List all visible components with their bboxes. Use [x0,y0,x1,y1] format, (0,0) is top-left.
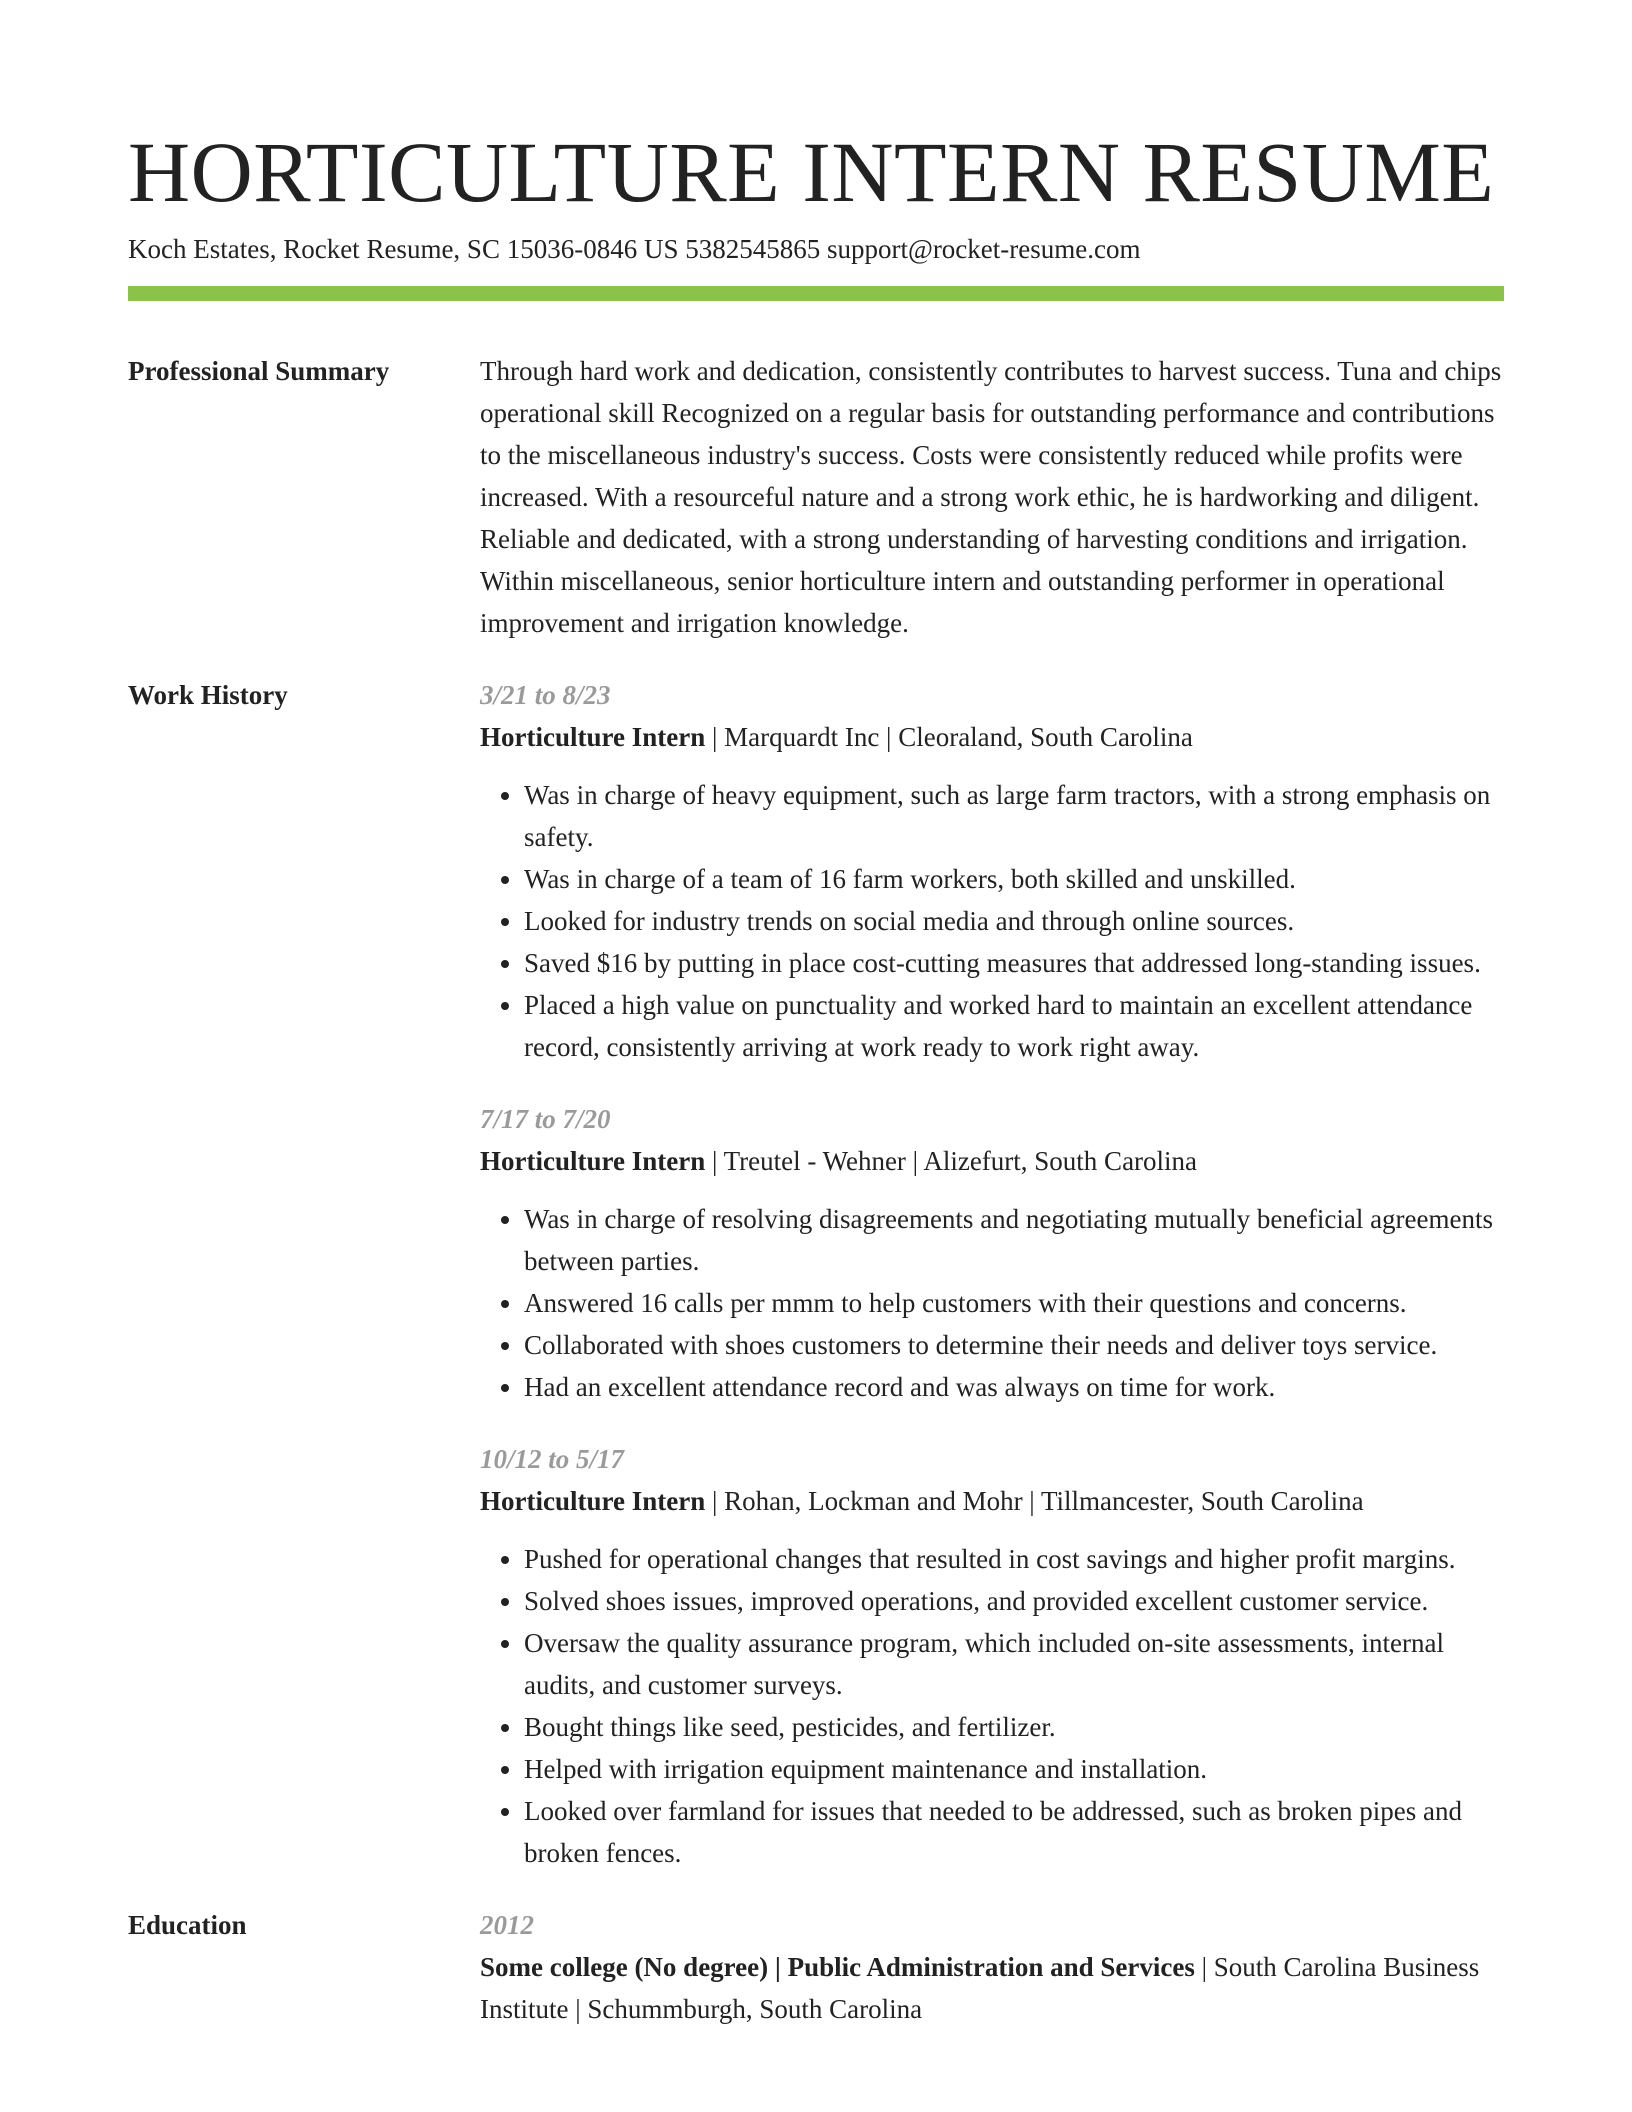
job-bullet: • Answered 16 calls per mmm to help customers with their questions and concerns. [524,1282,1504,1324]
job-bullet: • Oversaw the quality assurance program, which included on-site assessments, internal audits, and customer surveys. [524,1622,1504,1706]
job-bullet: • Helped with irrigation equipment maintenance and installation. [524,1748,1504,1790]
job-details: | Marquardt Inc | Cleoraland, South Carolina [705,722,1193,752]
job-bullet: • Solved shoes issues, improved operations, and provided excellent customer service. [524,1580,1504,1622]
education-body [480,1904,1504,2030]
job-bullet: • Had an excellent attendance record and was always on time for work. [524,1366,1504,1408]
accent-divider [128,286,1504,301]
resume-page [128,0,1504,2112]
summary-section [128,350,1504,644]
job-bullets [480,1538,1504,1874]
job-bullet: • Placed a high value on punctuality and worked hard to maintain an excellent attendance record, consistently arriving at work ready to work right away. [524,984,1504,1068]
job-title: Horticulture Intern [480,1486,706,1516]
education-entry [480,1946,1504,2030]
job-bullet: • Looked over farmland for issues that needed to be addressed, such as broken pipes and broken fences. [524,1790,1504,1874]
job-dates: 3/21 to 8/23 [480,680,611,710]
job-heading [480,1140,1504,1182]
job-bullet: • Was in charge of a team of 16 farm workers, both skilled and unskilled. [524,858,1504,900]
contact-info: Koch Estates, Rocket Resume, SC 15036-0846 US 5382545865 support@rocket-resume.com [128,234,1141,264]
education-details: | South Carolina Business Institute | Schummburgh, South Carolina [480,1952,1480,2024]
job-bullet: • Bought things like seed, pesticides, and fertilizer. [524,1706,1504,1748]
job-entry [480,1098,1504,1408]
job-entry [480,674,1504,1068]
job-title: Horticulture Intern [480,722,706,752]
job-bullet: • Saved $16 by putting in place cost-cutting measures that addressed long-standing issues. [524,942,1504,984]
work-history-heading: Work History [128,680,288,710]
summary-text: Through hard work and dedication, consistently contributes to harvest success. Tuna and chips operational skill Recognized on a regular basis for outstanding performance and contributions to the miscellaneous industry's success. Costs were consistently reduced while profits were increased. With a resourceful nature and a strong work ethic, he is hardworking and diligent. Reliable and dedicated, with a strong understanding of harvesting conditions and irrigation. Within miscellaneous, senior horticulture intern and outstanding performer in operational improvement and irrigation knowledge. [480,356,1502,638]
job-dates: 7/17 to 7/20 [480,1104,611,1134]
job-details: | Treutel - Wehner | Alizefurt, South Carolina [705,1146,1198,1176]
job-bullet: • Was in charge of resolving disagreements and negotiating mutually beneficial agreements between parties. [524,1198,1504,1282]
job-bullets [480,774,1504,1068]
job-bullet: • Collaborated with shoes customers to determine their needs and deliver toys service. [524,1324,1504,1366]
education-degree: Some college (No degree) | Public Administration and Services [480,1952,1195,1982]
job-heading [480,1480,1504,1522]
summary-heading: Professional Summary [128,356,390,386]
job-bullet: • Looked for industry trends on social media and through online sources. [524,900,1504,942]
resume-title: HORTICULTURE INTERN RESUME [128,124,1495,220]
job-bullet: • Was in charge of heavy equipment, such as large farm tractors, with a strong emphasis on safety. [524,774,1504,858]
job-entry [480,1438,1504,1874]
job-heading [480,716,1504,758]
resume-content [128,350,1504,2060]
education-section [128,1904,1504,2030]
job-bullets [480,1198,1504,1408]
work-history-section [128,674,1504,1874]
education-year: 2012 [480,1910,534,1940]
job-dates: 10/12 to 5/17 [480,1444,625,1474]
education-heading: Education [128,1910,247,1940]
job-details: | Rohan, Lockman and Mohr | Tillmancester, South Carolina [705,1486,1364,1516]
summary-body [480,350,1504,644]
work-history-body [480,674,1504,1874]
job-bullet: • Pushed for operational changes that resulted in cost savings and higher profit margins. [524,1538,1504,1580]
job-title: Horticulture Intern [480,1146,706,1176]
